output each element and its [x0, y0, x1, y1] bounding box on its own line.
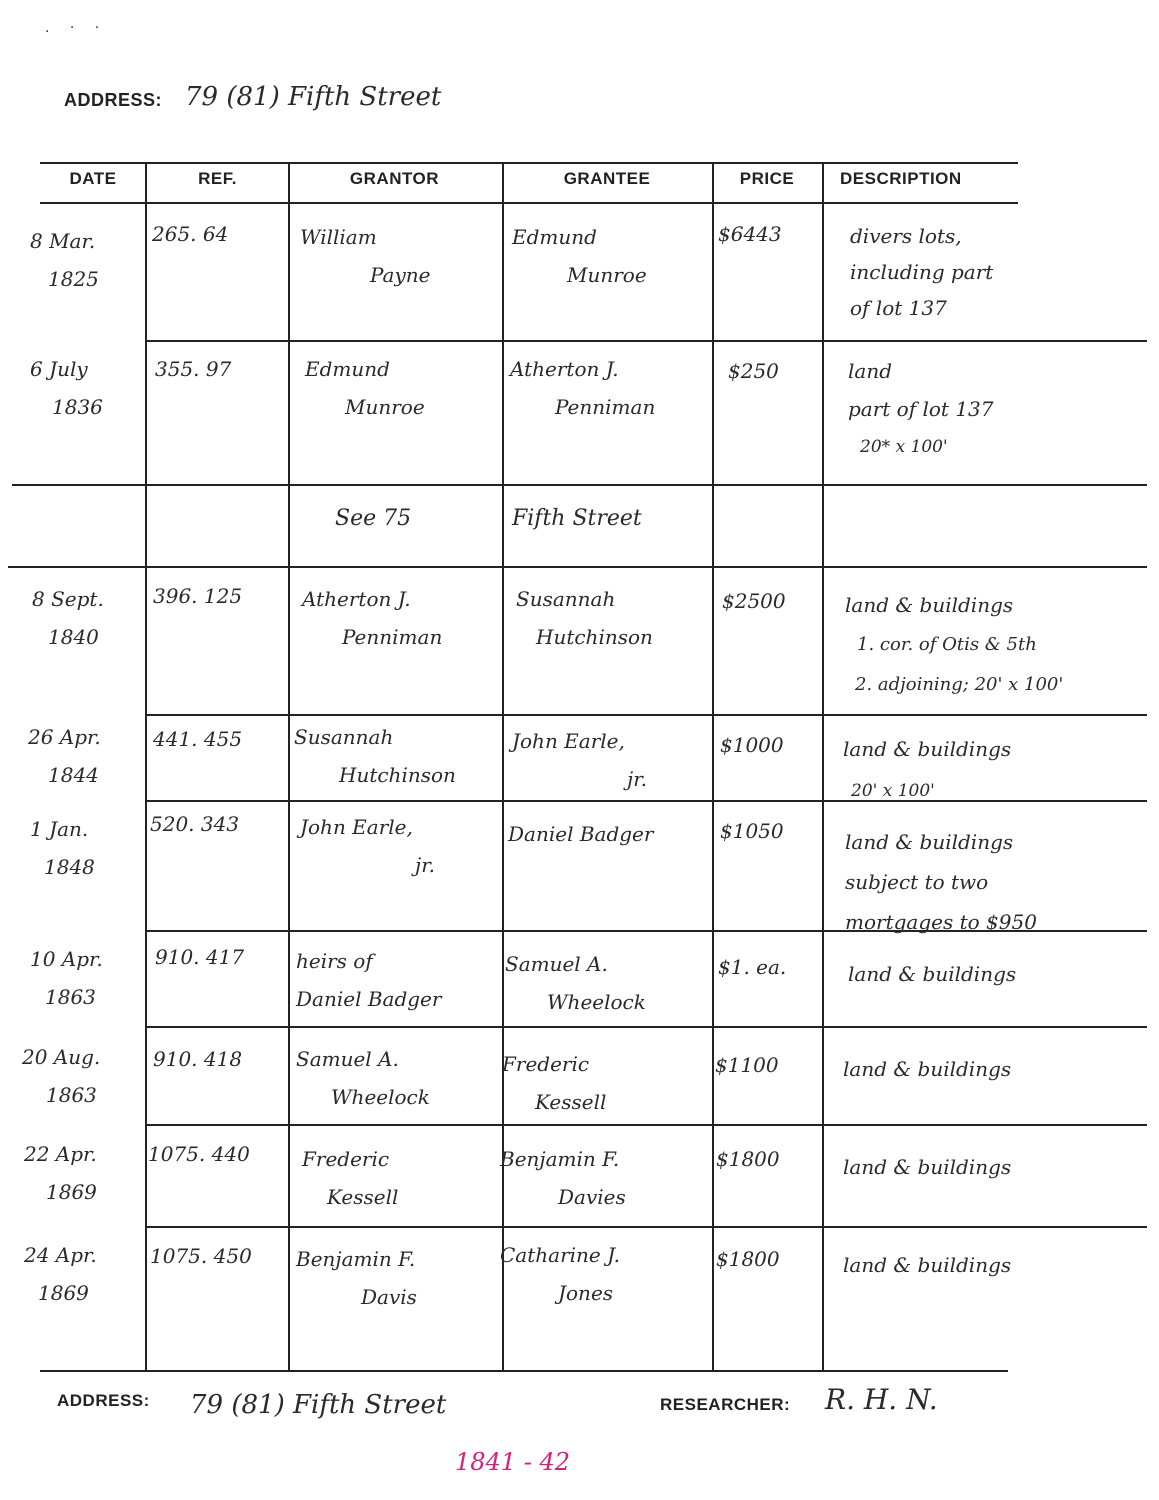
ref-cell: 910. 418: [153, 1047, 243, 1071]
grantee-line: Susannah: [516, 587, 616, 611]
grantor-cell: [302, 580, 442, 656]
date-cell: [30, 940, 103, 1016]
grantor-line: Susannah: [294, 725, 394, 749]
grantor-line: Kessell: [327, 1185, 399, 1209]
ref-cell: 520. 343: [150, 812, 240, 836]
footer-years-note: 1841 - 42: [455, 1448, 570, 1476]
date-day: 6 July: [30, 357, 88, 381]
date-cell: [30, 810, 95, 886]
grantor-line: jr.: [415, 853, 435, 877]
date-year: 1825: [48, 267, 99, 291]
description-line: part of lot 137: [848, 397, 994, 421]
col-divider: [712, 162, 714, 1370]
date-year: 1840: [48, 625, 99, 649]
grantee-cell: [516, 580, 653, 656]
row-divider: [145, 340, 1147, 342]
grantor-line: Frederic: [302, 1147, 390, 1171]
header-address-value: 79 (81) Fifth Street: [185, 82, 442, 112]
date-day: 24 Apr.: [24, 1243, 97, 1267]
grantor-line: Benjamin F.: [296, 1247, 416, 1271]
ref-cell: 1075. 440: [148, 1142, 250, 1166]
grantor-cell: [300, 808, 435, 884]
description-line: land & buildings: [845, 830, 1014, 854]
description-cell: [845, 822, 1037, 942]
grantee-line: Edmund: [512, 225, 597, 249]
grantee-line: Atherton J.: [510, 357, 619, 381]
description-line: 20' x 100': [851, 781, 935, 801]
grantee-line: Hutchinson: [536, 625, 653, 649]
grantee-line: Catharine J.: [500, 1243, 620, 1267]
col-divider: [288, 162, 290, 1370]
cross-reference-cell: See 75: [335, 506, 412, 531]
row-divider: [145, 1226, 1147, 1228]
date-cell: [30, 350, 103, 426]
grantor-line: Edmund: [305, 357, 390, 381]
grantor-line: Davis: [361, 1285, 417, 1309]
col-header-ref: REF.: [198, 169, 237, 188]
grantee-line: Davies: [558, 1185, 626, 1209]
grantor-line: Samuel A.: [296, 1047, 399, 1071]
footer-address-value: 79 (81) Fifth Street: [190, 1390, 447, 1420]
grantee-cell: [500, 1140, 626, 1216]
ref-cell: 355. 97: [155, 357, 232, 381]
description-cell: land & buildings: [843, 1155, 1012, 1179]
grantee-line: Benjamin F.: [500, 1147, 620, 1171]
grantor-cell: [296, 1240, 417, 1316]
price-cell: $1800: [716, 1247, 780, 1271]
grantor-line: John Earle,: [300, 815, 413, 839]
date-year: 1863: [45, 985, 96, 1009]
price-cell: $1050: [720, 819, 784, 843]
grantee-line: Munroe: [567, 263, 647, 287]
table-top-rule: [40, 162, 1018, 164]
footer-researcher-value: R. H. N.: [825, 1383, 938, 1416]
grantor-line: Atherton J.: [302, 587, 411, 611]
date-day: 1 Jan.: [30, 817, 89, 841]
description-line: 1. cor. of Otis & 5th: [857, 634, 1037, 655]
grantee-cell: Daniel Badger: [508, 822, 654, 846]
date-day: 10 Apr.: [30, 947, 103, 971]
grantor-line: Munroe: [345, 395, 425, 419]
row-divider: [145, 1124, 1147, 1126]
ref-cell: 1075. 450: [150, 1244, 252, 1268]
ref-cell: 265. 64: [152, 222, 229, 246]
footer-address-label: ADDRESS:: [57, 1391, 150, 1410]
date-year: 1869: [38, 1281, 89, 1305]
date-cell: [30, 222, 99, 298]
grantee-line: Samuel A.: [505, 952, 608, 976]
grantor-line: Penniman: [342, 625, 443, 649]
description-cell: [845, 585, 1063, 705]
row-divider: [8, 566, 1147, 568]
col-header-description: DESCRIPTION: [840, 169, 962, 188]
date-year: 1869: [46, 1180, 97, 1204]
date-cell: [24, 1236, 97, 1312]
description-line: 20* x 100': [860, 437, 948, 457]
description-cell: land & buildings: [843, 1253, 1012, 1277]
date-cell: [22, 1038, 100, 1114]
price-cell: $6443: [718, 222, 782, 246]
grantor-line: Wheelock: [331, 1085, 430, 1109]
grantee-line: Kessell: [535, 1090, 607, 1114]
grantor-cell: [300, 218, 431, 294]
grantor-cell: [302, 1140, 398, 1216]
grantee-cell: [500, 1236, 620, 1312]
description-cell: [848, 352, 994, 466]
grantee-line: Penniman: [555, 395, 656, 419]
row-divider: [145, 714, 1147, 716]
price-cell: $250: [728, 359, 779, 383]
date-year: 1836: [52, 395, 103, 419]
grantee-cell: [502, 1045, 606, 1121]
grantor-line: Hutchinson: [339, 763, 456, 787]
grantee-line: John Earle,: [512, 729, 625, 753]
col-header-grantee: GRANTEE: [563, 169, 651, 188]
grantor-line: Daniel Badger: [296, 987, 442, 1011]
grantor-cell: [296, 1040, 430, 1116]
grantee-cell: [505, 945, 646, 1021]
table-bottom-rule: [40, 1370, 1008, 1372]
grantor-line: heirs of: [296, 949, 373, 973]
description-line: mortgages to $950: [845, 910, 1037, 934]
grantor-cell: [305, 350, 425, 426]
cross-reference-cell: Fifth Street: [512, 506, 642, 531]
grantee-line: Frederic: [502, 1052, 590, 1076]
date-day: 8 Sept.: [32, 587, 104, 611]
col-divider: [145, 162, 147, 1370]
header-address-label: ADDRESS:: [64, 90, 163, 110]
description-cell: [850, 218, 993, 326]
grantee-cell: [512, 722, 647, 798]
description-cell: [843, 728, 1011, 812]
grantee-cell: [510, 350, 655, 426]
grantor-cell: [296, 942, 441, 1018]
date-cell: [24, 1135, 97, 1211]
description-cell: land & buildings: [848, 962, 1017, 986]
col-divider: [822, 162, 824, 1370]
grantor-line: William: [300, 225, 377, 249]
col-header-grantor: GRANTOR: [349, 169, 440, 188]
price-cell: $1100: [715, 1053, 779, 1077]
col-header-price: PRICE: [739, 169, 795, 188]
col-header-date: DATE: [69, 169, 117, 188]
date-cell: [32, 580, 104, 656]
date-day: 26 Apr.: [28, 725, 101, 749]
grantee-line: jr.: [627, 767, 647, 791]
grantee-line: Wheelock: [547, 990, 646, 1014]
price-cell: $1. ea.: [718, 955, 787, 979]
date-day: 20 Aug.: [22, 1045, 101, 1069]
price-cell: $1800: [716, 1147, 780, 1171]
date-day: 22 Apr.: [24, 1142, 97, 1166]
grantee-line: Jones: [558, 1281, 614, 1305]
date-year: 1844: [48, 763, 99, 787]
grantee-cell: [512, 218, 647, 294]
ref-cell: 910. 417: [155, 945, 245, 969]
ref-cell: 441. 455: [153, 727, 243, 751]
table-header-rule: [40, 202, 1018, 204]
corner-marks: . · ·: [45, 20, 108, 36]
row-divider: [145, 1026, 1147, 1028]
date-cell: [28, 718, 101, 794]
description-line: of lot 137: [850, 296, 947, 320]
row-divider: [12, 484, 1147, 486]
description-line: land & buildings: [843, 737, 1012, 761]
date-year: 1848: [44, 855, 95, 879]
description-cell: land & buildings: [843, 1057, 1012, 1081]
description-line: land & buildings: [845, 593, 1014, 617]
price-cell: $1000: [720, 733, 784, 757]
footer-researcher-label: RESEARCHER:: [660, 1395, 791, 1414]
description-line: divers lots,: [850, 224, 962, 248]
grantor-line: Payne: [370, 263, 431, 287]
description-line: including part: [850, 260, 994, 284]
description-line: subject to two: [845, 870, 989, 894]
date-year: 1863: [46, 1083, 97, 1107]
ref-cell: 396. 125: [153, 584, 243, 608]
price-cell: $2500: [722, 589, 786, 613]
date-day: 8 Mar.: [30, 229, 96, 253]
description-line: land: [848, 359, 893, 383]
grantor-cell: [294, 718, 456, 794]
description-line: 2. adjoining; 20' x 100': [855, 674, 1064, 695]
